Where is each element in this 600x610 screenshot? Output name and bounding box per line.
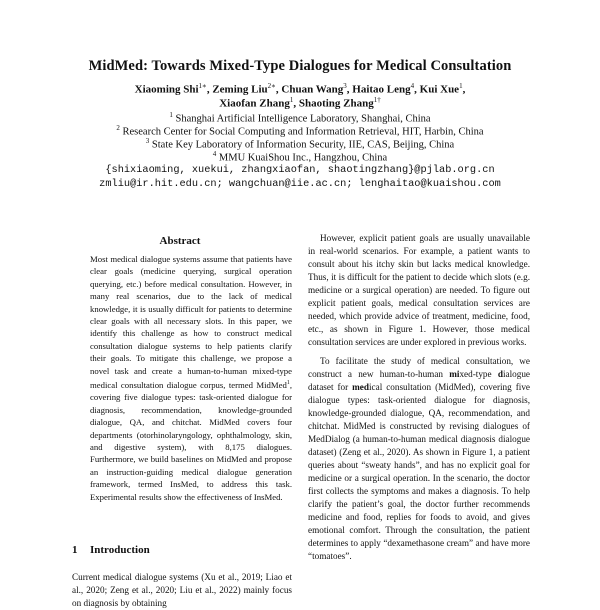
affiliation-text: State Key Laboratory of Information Security, IIE, CAS, Beijing, China [151,139,455,151]
affiliation-sup: 4 [212,150,217,158]
author-name: Xiaofan Zhang [219,97,290,110]
author-sup: 4 [410,82,415,90]
paragraph [308,355,530,563]
author-line-2: Xiaofan Zhang$^1$, Shaoting Zhang$^{1\dagger}$ [219,96,381,110]
affiliation [0,137,600,151]
section-number: 1 [72,544,78,556]
author-sup: 2∗ [267,82,276,90]
affiliation-text: MMU KuaiShou Inc., Hangzhou, China [218,152,388,164]
bold-acronym-letters: d [497,369,503,379]
right-column [308,232,530,563]
affiliation-sup: 1 [169,111,173,119]
abstract-part-2: , covering five dialogue types: task-oriented dialogue for diagnosis, recommendation, knowledge-grounded dialogue, QA, and chitchat. MidMed covers four departments (otorhinolaryngology, ophthalmology, skin, and digestive system), with 8,175 dialogues. Furthermore, we build baselines on MidMed and propose an instruction-guiding medical dialogue generation framework, termed InsMed, to address this task. Experimental results show the effectiveness of InsMed. [90,379,292,502]
affiliation [0,124,600,138]
author-sup: 1∗ [198,82,207,90]
author-sup: 1† [373,96,381,104]
paragraph-text: ialogue dataset for [308,369,530,392]
author-name: Xiaoming Shi [134,83,199,96]
bold-acronym-letters: mi [449,369,460,379]
paragraph: However, explicit patient goals are usually unavailable in real-world scenarios. For example, a patient wants to consult about his itchy skin but lacks medical knowledge. Thus, it is difficult for the patient to decide which slots (e.g. medicine or a surgical operation) are needed. To figure out explicit patient goals, medical consultation services are needed, which provide advice of treatment, medicine, food, etc., as shown in Figure 1. However, those medical consultation services are under explored in previous works. [308,233,530,347]
affiliation-text: Shanghai Artificial Intelligence Laboratory, Shanghai, China [175,113,431,125]
affiliation-sup: 2 [116,124,120,132]
email-line[interactable]: {shixiaoming, xuekui, zhangxiaofan, shaotingzhang}@pjlab.org.cn [105,164,495,176]
affiliation [0,111,600,125]
paragraph-text: xed-type [459,369,498,379]
abstract-text [90,253,292,503]
section-title: Introduction [90,544,150,556]
affiliation [0,150,600,164]
paragraph-text: ical consultation (MidMed), covering five dialogue types: task-oriented dialogue for diagnosis, knowledge-grounded dialogue, QA, recommendation, and chitchat. MidMed is constructed by revising dialogues of MedDialog (a human-to-human medical diagnosis dialogue dataset) (Zeng et al., 2020). As shown in Figure 1, a patient queries about “sweaty hands”, and has no explicit goal for medicine or a surgical operation. In the scenario, the doctor first collects the symptoms and makes a diagnosis. To help clarify the patient’s goal, the doctor further recommends medicine and food, replies for foods to avoid, and gives emotional comfort. Through the consultation, the patient determines to apply “dexamethasone cream” and have more “tomatoes”. [308,382,530,561]
affiliation-sup: 3 [145,137,150,145]
footnote-mark[interactable]: 1 [286,380,290,387]
author-name: Chuan Wang [281,83,344,96]
affiliation-text: Research Center for Social Computing and Information Retrieval, HIT, Harbin, China [122,126,484,138]
introduction-text: Current medical dialogue systems (Xu et al., 2019; Liao et al., 2020; Zeng et al., 2020; Liu et al., 2022) mainly focus on diagnosis by obtaining [72,572,292,608]
author-sup: 1 [289,96,294,104]
abstract-part-1: Most medical dialogue systems assume that patients have clear goals (medicine querying, surgical operation querying, etc.) before medical consultation. However, in many real scenarios, due to the lack of medical knowledge, it is usually difficult for patients to determine clear goals with all necessary slots. In this paper, we identify this challenge as how to construct medical consultation dialogue systems to help patients clarify their goals. To mitigate this challenge, we propose a novel task and create a human-to-human mixed-type medical consultation dialogue corpus, termed MidMed [90,254,292,390]
author-name: Zeming Liu [212,83,268,96]
author-name: Shaoting Zhang [298,97,374,110]
author-name: Kui Xue [419,83,460,96]
author-sup: 1 [459,82,463,90]
bold-acronym-letters: med [352,382,369,392]
author-sup: 3 [343,82,347,90]
section-heading-introduction [72,544,292,556]
author-line-1: Xiaoming Shi$^{1∗}$, Zeming Liu$^{2∗}$, Chuan Wang$^3$, Haitao Leng$^4$, Kui Xue$^1$, [134,82,466,96]
email-line[interactable]: zmliu@ir.hit.edu.cn; wangchuan@iie.ac.cn; lenghaitao@kuaishou.com [99,178,501,190]
paragraph-text: To facilitate the study of medical consultation, we construct a new human-to-human [308,356,530,379]
abstract-heading: Abstract [159,235,201,247]
author-name: Haitao Leng [352,83,411,96]
paper-title: MidMed: Towards Mixed-Type Dialogues for Medical Consultation [88,58,512,74]
